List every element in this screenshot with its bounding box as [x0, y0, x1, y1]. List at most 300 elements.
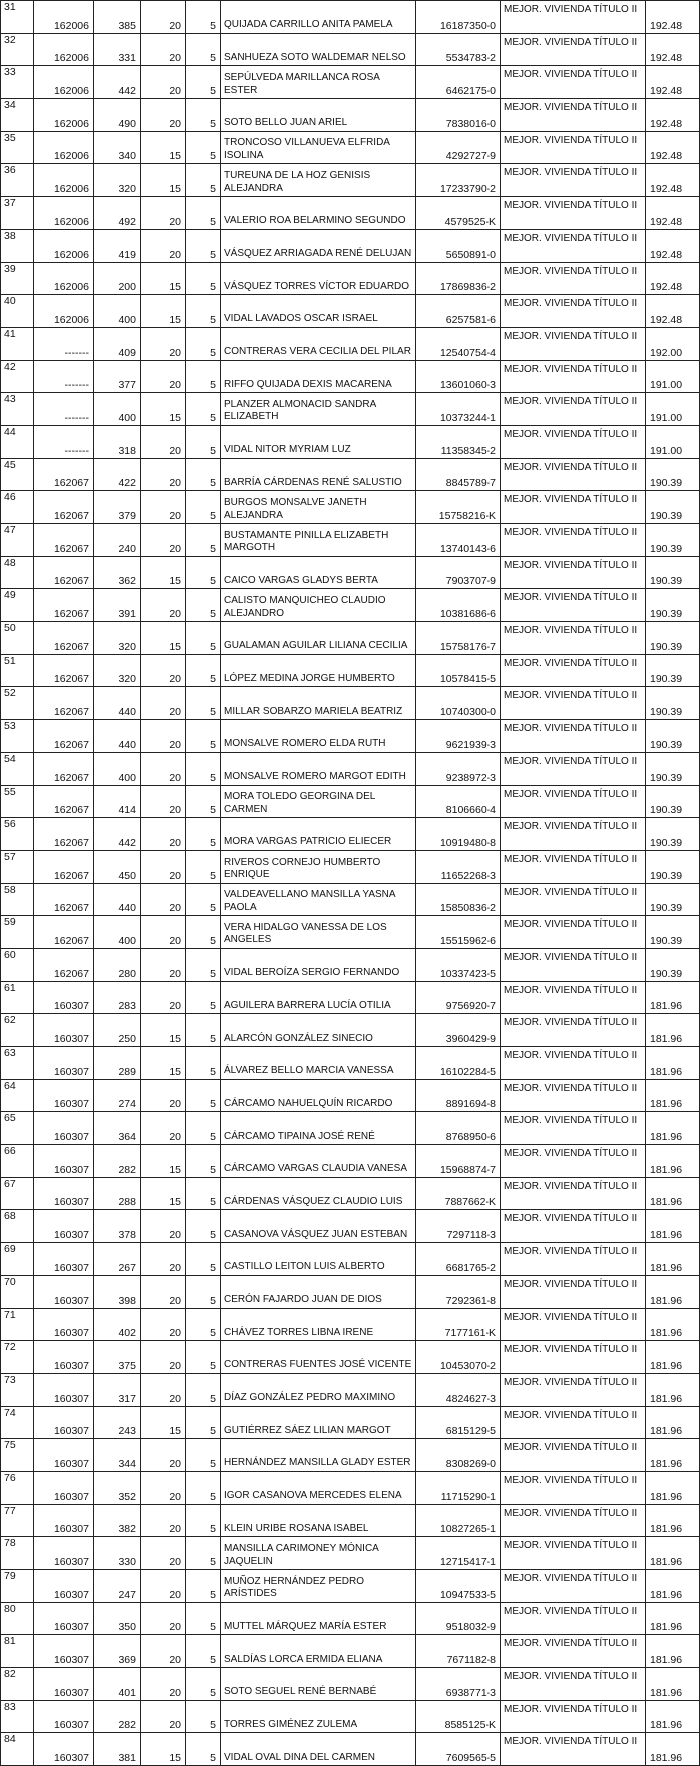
row-program: MEJOR. VIVIENDA TÍTULO II [501, 916, 646, 949]
row-code: 162067 [34, 818, 94, 851]
row-value-a: 402 [94, 1308, 141, 1341]
row-value-b: 20 [141, 720, 186, 753]
row-value-c: 5 [186, 425, 221, 458]
table-row [1, 654, 700, 687]
row-value-a: 400 [94, 295, 141, 328]
table-row [1, 622, 700, 655]
row-program: MEJOR. VIVIENDA TÍTULO II [501, 458, 646, 491]
row-code: 160307 [34, 1112, 94, 1145]
table-row [1, 1210, 700, 1243]
row-value-c: 5 [186, 622, 221, 655]
table-row [1, 752, 700, 785]
row-value-b: 20 [141, 916, 186, 949]
row-code: 160307 [34, 1570, 94, 1603]
row-number: 77 [1, 1504, 34, 1537]
row-name: MORA TOLEDO GEORGINA DEL CARMEN [221, 785, 416, 818]
row-value-a: 280 [94, 948, 141, 981]
row-code: ------- [34, 393, 94, 426]
row-value-c: 5 [186, 752, 221, 785]
row-value-c: 5 [186, 1112, 221, 1145]
row-rut: 8308269-0 [416, 1439, 501, 1472]
row-score: 192.48 [646, 66, 700, 99]
row-rut: 15850836-2 [416, 883, 501, 916]
row-name: TUREUNA DE LA HOZ GENISIS ALEJANDRA [221, 164, 416, 197]
row-program: MEJOR. VIVIENDA TÍTULO II [501, 687, 646, 720]
row-rut: 8845789-7 [416, 458, 501, 491]
row-code: 162067 [34, 622, 94, 655]
row-score: 192.48 [646, 197, 700, 230]
row-rut: 10381686-6 [416, 589, 501, 622]
row-number: 57 [1, 850, 34, 883]
row-name: CÁRCAMO VARGAS CLAUDIA VANESA [221, 1145, 416, 1178]
row-score: 181.96 [646, 1733, 700, 1766]
row-name: CALISTO MANQUICHEO CLAUDIO ALEJANDRO [221, 589, 416, 622]
table-row [1, 720, 700, 753]
row-score: 181.96 [646, 1439, 700, 1472]
row-value-b: 20 [141, 197, 186, 230]
row-number: 51 [1, 654, 34, 687]
row-value-b: 15 [141, 164, 186, 197]
row-score: 192.48 [646, 262, 700, 295]
row-code: 162006 [34, 197, 94, 230]
row-program: MEJOR. VIVIENDA TÍTULO II [501, 360, 646, 393]
row-value-c: 5 [186, 295, 221, 328]
row-rut: 15758216-K [416, 491, 501, 524]
table-row [1, 883, 700, 916]
row-score: 190.39 [646, 654, 700, 687]
row-value-c: 5 [186, 1570, 221, 1603]
row-number: 78 [1, 1537, 34, 1570]
row-value-a: 267 [94, 1243, 141, 1276]
row-rut: 10578415-5 [416, 654, 501, 687]
row-rut: 9621939-3 [416, 720, 501, 753]
row-rut: 15758176-7 [416, 622, 501, 655]
row-score: 190.39 [646, 785, 700, 818]
table-row [1, 1308, 700, 1341]
table-row [1, 687, 700, 720]
row-rut: 13601060-3 [416, 360, 501, 393]
row-value-a: 440 [94, 720, 141, 753]
row-rut: 4292727-9 [416, 131, 501, 164]
row-value-c: 5 [186, 687, 221, 720]
row-value-b: 20 [141, 33, 186, 66]
row-score: 181.96 [646, 1471, 700, 1504]
row-name: VIDAL NITOR MYRIAM LUZ [221, 425, 416, 458]
row-score: 192.48 [646, 295, 700, 328]
row-number: 35 [1, 131, 34, 164]
row-program: MEJOR. VIVIENDA TÍTULO II [501, 1700, 646, 1733]
row-value-a: 385 [94, 1, 141, 34]
table-row [1, 164, 700, 197]
row-rut: 10827265-1 [416, 1504, 501, 1537]
row-score: 191.00 [646, 425, 700, 458]
table-row [1, 1700, 700, 1733]
row-program: MEJOR. VIVIENDA TÍTULO II [501, 491, 646, 524]
row-value-a: 247 [94, 1570, 141, 1603]
row-score: 181.96 [646, 1341, 700, 1374]
row-program: MEJOR. VIVIENDA TÍTULO II [501, 393, 646, 426]
row-score: 191.00 [646, 393, 700, 426]
row-score: 181.96 [646, 1079, 700, 1112]
row-program: MEJOR. VIVIENDA TÍTULO II [501, 622, 646, 655]
row-number: 37 [1, 197, 34, 230]
row-name: VALDEAVELLANO MANSILLA YASNA PAOLA [221, 883, 416, 916]
row-score: 190.39 [646, 622, 700, 655]
row-name: GUALAMAN AGUILAR LILIANA CECILIA [221, 622, 416, 655]
row-rut: 11358345-2 [416, 425, 501, 458]
row-value-c: 5 [186, 99, 221, 132]
row-name: ÁLVAREZ BELLO MARCIA VANESSA [221, 1047, 416, 1080]
row-name: QUIJADA CARRILLO ANITA PAMELA [221, 1, 416, 34]
row-name: VIDAL BEROÍZA SERGIO FERNANDO [221, 948, 416, 981]
row-number: 63 [1, 1047, 34, 1080]
row-rut: 4579525-K [416, 197, 501, 230]
row-name: VERA HIDALGO VANESSA DE LOS ANGELES [221, 916, 416, 949]
row-rut: 7671182-8 [416, 1635, 501, 1668]
row-number: 74 [1, 1406, 34, 1439]
row-number: 33 [1, 66, 34, 99]
row-name: MUTTEL MÁRQUEZ MARÍA ESTER [221, 1602, 416, 1635]
row-value-c: 5 [186, 981, 221, 1014]
row-number: 49 [1, 589, 34, 622]
row-name: BURGOS MONSALVE JANETH ALEJANDRA [221, 491, 416, 524]
row-rut: 3960429-9 [416, 1014, 501, 1047]
row-number: 54 [1, 752, 34, 785]
table-row [1, 1668, 700, 1701]
row-number: 81 [1, 1635, 34, 1668]
row-value-b: 20 [141, 1275, 186, 1308]
row-score: 181.96 [646, 1635, 700, 1668]
table-body [1, 1, 700, 1766]
row-score: 181.96 [646, 1047, 700, 1080]
row-name: CHÁVEZ TORRES LIBNA IRENE [221, 1308, 416, 1341]
row-value-c: 5 [186, 1177, 221, 1210]
row-number: 72 [1, 1341, 34, 1374]
row-rut: 11652268-3 [416, 850, 501, 883]
row-value-c: 5 [186, 720, 221, 753]
row-rut: 13740143-6 [416, 524, 501, 557]
row-rut: 6938771-3 [416, 1668, 501, 1701]
row-name: CASTILLO LEITON LUIS ALBERTO [221, 1243, 416, 1276]
row-value-b: 20 [141, 883, 186, 916]
table-row [1, 360, 700, 393]
row-number: 42 [1, 360, 34, 393]
row-number: 43 [1, 393, 34, 426]
row-program: MEJOR. VIVIENDA TÍTULO II [501, 850, 646, 883]
row-name: MORA VARGAS PATRICIO ELIECER [221, 818, 416, 851]
row-number: 69 [1, 1243, 34, 1276]
row-value-b: 20 [141, 1668, 186, 1701]
row-code: 160307 [34, 1210, 94, 1243]
row-score: 181.96 [646, 1700, 700, 1733]
row-program: MEJOR. VIVIENDA TÍTULO II [501, 1, 646, 34]
row-number: 83 [1, 1700, 34, 1733]
row-rut: 10453070-2 [416, 1341, 501, 1374]
row-code: 160307 [34, 1635, 94, 1668]
row-name: VIDAL OVAL DINA DEL CARMEN [221, 1733, 416, 1766]
row-value-c: 5 [186, 916, 221, 949]
row-value-b: 20 [141, 491, 186, 524]
row-name: HERNÁNDEZ MANSILLA GLADY ESTER [221, 1439, 416, 1472]
row-score: 190.39 [646, 916, 700, 949]
row-rut: 5650891-0 [416, 229, 501, 262]
row-program: MEJOR. VIVIENDA TÍTULO II [501, 1308, 646, 1341]
row-value-a: 350 [94, 1602, 141, 1635]
row-value-c: 5 [186, 458, 221, 491]
row-value-c: 5 [186, 33, 221, 66]
row-score: 190.39 [646, 752, 700, 785]
row-rut: 7887662-K [416, 1177, 501, 1210]
row-value-b: 15 [141, 1047, 186, 1080]
row-value-b: 20 [141, 1308, 186, 1341]
row-name: RIFFO QUIJADA DEXIS MACARENA [221, 360, 416, 393]
row-rut: 8891694-8 [416, 1079, 501, 1112]
row-value-c: 5 [186, 131, 221, 164]
row-program: MEJOR. VIVIENDA TÍTULO II [501, 425, 646, 458]
row-value-a: 289 [94, 1047, 141, 1080]
row-name: CASANOVA VÁSQUEZ JUAN ESTEBAN [221, 1210, 416, 1243]
row-value-b: 15 [141, 1406, 186, 1439]
row-name: CONTRERAS FUENTES JOSÉ VICENTE [221, 1341, 416, 1374]
row-value-c: 5 [186, 1504, 221, 1537]
row-number: 73 [1, 1373, 34, 1406]
row-program: MEJOR. VIVIENDA TÍTULO II [501, 1145, 646, 1178]
row-number: 62 [1, 1014, 34, 1047]
row-value-a: 400 [94, 752, 141, 785]
row-score: 192.00 [646, 327, 700, 360]
row-value-a: 283 [94, 981, 141, 1014]
row-program: MEJOR. VIVIENDA TÍTULO II [501, 1373, 646, 1406]
row-value-a: 400 [94, 393, 141, 426]
row-value-b: 15 [141, 622, 186, 655]
row-value-a: 340 [94, 131, 141, 164]
table-row [1, 1145, 700, 1178]
row-code: ------- [34, 327, 94, 360]
row-value-a: 422 [94, 458, 141, 491]
row-value-b: 20 [141, 589, 186, 622]
row-score: 190.39 [646, 524, 700, 557]
row-value-a: 362 [94, 556, 141, 589]
row-program: MEJOR. VIVIENDA TÍTULO II [501, 1504, 646, 1537]
row-value-b: 15 [141, 556, 186, 589]
row-score: 181.96 [646, 1406, 700, 1439]
table-row [1, 1047, 700, 1080]
row-rut: 9518032-9 [416, 1602, 501, 1635]
row-program: MEJOR. VIVIENDA TÍTULO II [501, 818, 646, 851]
table-row [1, 981, 700, 1014]
row-program: MEJOR. VIVIENDA TÍTULO II [501, 66, 646, 99]
row-value-c: 5 [186, 654, 221, 687]
row-name: CÁRDENAS VÁSQUEZ CLAUDIO LUIS [221, 1177, 416, 1210]
row-rut: 6462175-0 [416, 66, 501, 99]
table-row [1, 1275, 700, 1308]
row-value-b: 20 [141, 1700, 186, 1733]
table-row [1, 556, 700, 589]
row-value-c: 5 [186, 229, 221, 262]
row-value-b: 20 [141, 99, 186, 132]
row-value-b: 15 [141, 1014, 186, 1047]
row-number: 41 [1, 327, 34, 360]
table-row [1, 393, 700, 426]
table-row [1, 327, 700, 360]
row-value-c: 5 [186, 818, 221, 851]
row-value-a: 401 [94, 1668, 141, 1701]
table-row [1, 1373, 700, 1406]
row-score: 181.96 [646, 981, 700, 1014]
row-number: 59 [1, 916, 34, 949]
row-value-b: 20 [141, 850, 186, 883]
row-value-a: 320 [94, 654, 141, 687]
row-number: 71 [1, 1308, 34, 1341]
row-program: MEJOR. VIVIENDA TÍTULO II [501, 327, 646, 360]
row-code: 162067 [34, 720, 94, 753]
row-name: CÁRCAMO NAHUELQUÍN RICARDO [221, 1079, 416, 1112]
row-code: 162067 [34, 687, 94, 720]
row-number: 46 [1, 491, 34, 524]
row-code: 160307 [34, 1341, 94, 1374]
row-number: 40 [1, 295, 34, 328]
row-program: MEJOR. VIVIENDA TÍTULO II [501, 883, 646, 916]
row-value-a: 492 [94, 197, 141, 230]
row-program: MEJOR. VIVIENDA TÍTULO II [501, 524, 646, 557]
row-score: 181.96 [646, 1014, 700, 1047]
row-code: 162067 [34, 491, 94, 524]
row-code: 160307 [34, 1308, 94, 1341]
row-value-b: 20 [141, 752, 186, 785]
row-rut: 10337423-5 [416, 948, 501, 981]
row-value-c: 5 [186, 524, 221, 557]
row-number: 39 [1, 262, 34, 295]
row-value-a: 320 [94, 622, 141, 655]
row-score: 181.96 [646, 1570, 700, 1603]
table-row [1, 425, 700, 458]
row-value-b: 20 [141, 948, 186, 981]
row-code: 162067 [34, 916, 94, 949]
table-row [1, 589, 700, 622]
row-number: 34 [1, 99, 34, 132]
row-value-a: 243 [94, 1406, 141, 1439]
row-value-b: 20 [141, 1537, 186, 1570]
row-value-c: 5 [186, 589, 221, 622]
row-program: MEJOR. VIVIENDA TÍTULO II [501, 1537, 646, 1570]
row-rut: 10919480-8 [416, 818, 501, 851]
row-name: SOTO BELLO JUAN ARIEL [221, 99, 416, 132]
table-row [1, 1570, 700, 1603]
row-code: 160307 [34, 1079, 94, 1112]
row-number: 56 [1, 818, 34, 851]
row-value-c: 5 [186, 1471, 221, 1504]
table-row [1, 1733, 700, 1766]
row-program: MEJOR. VIVIENDA TÍTULO II [501, 654, 646, 687]
row-value-c: 5 [186, 1079, 221, 1112]
row-rut: 8768950-6 [416, 1112, 501, 1145]
row-score: 190.39 [646, 883, 700, 916]
row-program: MEJOR. VIVIENDA TÍTULO II [501, 1602, 646, 1635]
row-value-b: 20 [141, 1504, 186, 1537]
row-score: 181.96 [646, 1308, 700, 1341]
row-code: 162006 [34, 33, 94, 66]
row-name: PLANZER ALMONACID SANDRA ELIZABETH [221, 393, 416, 426]
row-value-a: 330 [94, 1537, 141, 1570]
row-value-a: 320 [94, 164, 141, 197]
row-number: 70 [1, 1275, 34, 1308]
row-number: 50 [1, 622, 34, 655]
row-rut: 9756920-7 [416, 981, 501, 1014]
row-rut: 7609565-5 [416, 1733, 501, 1766]
row-number: 61 [1, 981, 34, 1014]
row-value-b: 20 [141, 1210, 186, 1243]
row-value-c: 5 [186, 1, 221, 34]
row-program: MEJOR. VIVIENDA TÍTULO II [501, 295, 646, 328]
row-value-c: 5 [186, 1602, 221, 1635]
row-code: 162067 [34, 883, 94, 916]
row-value-b: 20 [141, 1341, 186, 1374]
row-program: MEJOR. VIVIENDA TÍTULO II [501, 197, 646, 230]
table-row [1, 818, 700, 851]
row-rut: 7292361-8 [416, 1275, 501, 1308]
row-value-b: 20 [141, 1439, 186, 1472]
row-value-a: 288 [94, 1177, 141, 1210]
row-code: 160307 [34, 1471, 94, 1504]
row-code: 160307 [34, 1602, 94, 1635]
row-value-a: 391 [94, 589, 141, 622]
row-value-a: 440 [94, 687, 141, 720]
row-score: 181.96 [646, 1145, 700, 1178]
row-program: MEJOR. VIVIENDA TÍTULO II [501, 752, 646, 785]
table-row [1, 295, 700, 328]
row-code: 160307 [34, 1145, 94, 1178]
row-value-c: 5 [186, 66, 221, 99]
row-number: 68 [1, 1210, 34, 1243]
row-value-c: 5 [186, 197, 221, 230]
row-value-a: 317 [94, 1373, 141, 1406]
row-value-b: 20 [141, 360, 186, 393]
row-program: MEJOR. VIVIENDA TÍTULO II [501, 1668, 646, 1701]
row-value-b: 20 [141, 1079, 186, 1112]
row-number: 80 [1, 1602, 34, 1635]
row-name: CÁRCAMO TIPAINA JOSÉ RENÉ [221, 1112, 416, 1145]
row-value-b: 20 [141, 1112, 186, 1145]
row-number: 66 [1, 1145, 34, 1178]
row-score: 190.39 [646, 948, 700, 981]
row-score: 181.96 [646, 1537, 700, 1570]
row-value-b: 15 [141, 393, 186, 426]
row-name: CONTRERAS VERA CECILIA DEL PILAR [221, 327, 416, 360]
table-row [1, 1537, 700, 1570]
row-rut: 16187350-0 [416, 1, 501, 34]
row-rut: 11715290-1 [416, 1471, 501, 1504]
row-score: 181.96 [646, 1210, 700, 1243]
row-rut: 6815129-5 [416, 1406, 501, 1439]
row-value-a: 440 [94, 883, 141, 916]
row-rut: 17869836-2 [416, 262, 501, 295]
table-row [1, 1014, 700, 1047]
row-program: MEJOR. VIVIENDA TÍTULO II [501, 1471, 646, 1504]
row-name: MILLAR SOBARZO MARIELA BEATRIZ [221, 687, 416, 720]
row-number: 48 [1, 556, 34, 589]
row-score: 190.39 [646, 687, 700, 720]
row-value-b: 20 [141, 818, 186, 851]
row-rut: 10740300-0 [416, 687, 501, 720]
table-row [1, 1079, 700, 1112]
row-value-a: 377 [94, 360, 141, 393]
row-number: 45 [1, 458, 34, 491]
row-rut: 10373244-1 [416, 393, 501, 426]
row-rut: 15968874-7 [416, 1145, 501, 1178]
row-value-b: 15 [141, 1177, 186, 1210]
table-row [1, 458, 700, 491]
table-row [1, 66, 700, 99]
